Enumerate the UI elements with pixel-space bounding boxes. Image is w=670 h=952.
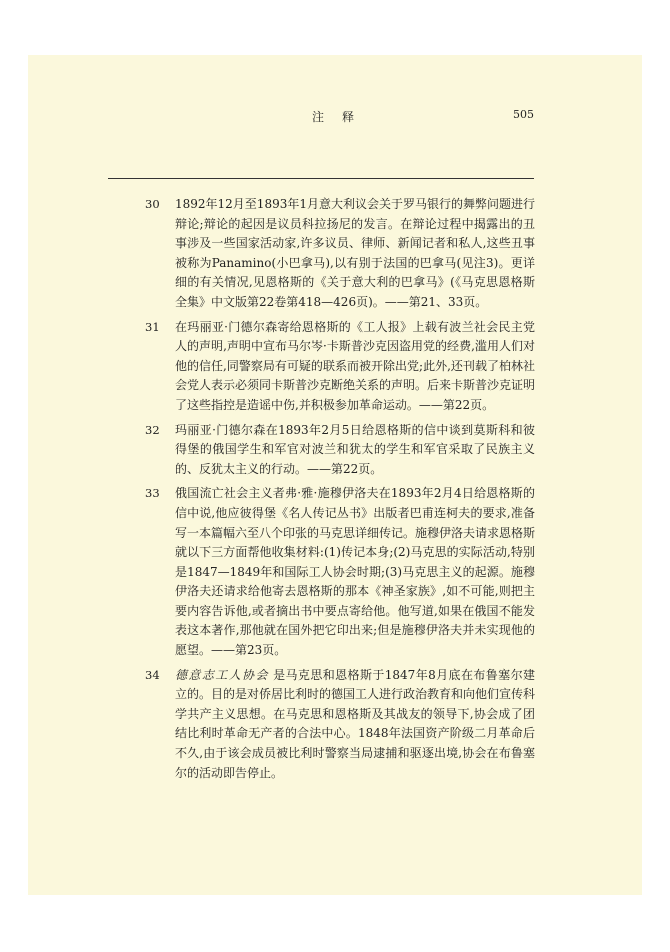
note-31 bbox=[145, 318, 535, 416]
note-number: 31 bbox=[145, 319, 160, 334]
note-text: 玛丽亚·门德尔森在1893年2月5日给恩格斯的信中谈到莫斯科和彼得堡的俄国学生和军官对波兰和犹太的学生和军官采取了民族主义的、反犹太主义的行动。——第22页。 bbox=[175, 422, 535, 476]
note-text: 1892年12月至1893年1月意大利议会关于罗马银行的舞弊问题进行辩论;辩论的起因是议员科拉扬尼的发言。在辩论过程中揭露出的丑事涉及一些国家活动家,许多议员、律师、新闻记者和私人,这些丑事被称为Panamino(小巴拿马),以有别于法国的巴拿马(见注3)。更详细的有关情况,见恩格斯的《关于意大利的巴拿马》(《马克思恩格斯全集》中文版第22卷第418—426页)。——第21、33页。 bbox=[175, 197, 535, 309]
note-number: 30 bbox=[145, 197, 160, 211]
note-text: 俄国流亡社会主义者弗·雅·施穆伊洛夫在1893年2月4日给恩格斯的信中说,他应彼得堡《名人传记丛书》出版者巴甫连柯夫的要求,准备写一本篇幅六至八个印张的马克思详细传记。施穆伊洛夫请求恩格斯就以下三方面帮他收集材料:(1)传记本身;(2)马克思的实际活动,特别是1847—1849年和国际工人协会时期;(3)马克思主义的起源。施穆伊洛夫还请求给他寄去恩格斯的那本《神圣家族》,如不可能,则把主要内容告诉他,或者摘出书中要点寄给他。他写道,如果在俄国不能发表这本著作,那他就在国外把它印出来;但是施穆伊洛夫并未实现他的愿望。——第23页。 bbox=[175, 486, 536, 658]
note-text: 在玛丽亚·门德尔森寄给恩格斯的《工人报》上载有波兰社会民主党人的声明,声明中宣布马尔岑·卡斯普沙克因盗用党的经费,滥用人们对他的信任,同警察局有可疑的联系而被开除出党;此外,还刊载了柏林社会党人表示必须同卡斯普沙克断绝关系的声明。后来卡斯普沙克证明了这些指控是造谣中伤,并积极参加革命运动。——第22页。 bbox=[175, 319, 536, 412]
header-rule bbox=[108, 178, 534, 179]
running-header bbox=[108, 108, 534, 128]
note-30 bbox=[145, 195, 535, 313]
note-text: 是马克思和恩格斯于1847年8月底在布鲁塞尔建立的。目的是对侨居比利时的德国工人进行政治教育和向他们宣传科学共产主义思想。在马克思和恩格斯及其战友的领导下,协会成了团结比利时革命无产者的合法中心。1848年法国资产阶级二月革命后不久,由于该会成员被比利时警察当局逮捕和驱逐出境,协会在布鲁塞尔的活动即告停止。 bbox=[175, 667, 536, 780]
notes-list bbox=[145, 195, 535, 788]
note-number: 32 bbox=[145, 422, 160, 437]
note-number: 34 bbox=[145, 667, 160, 682]
note-number: 33 bbox=[145, 486, 160, 501]
note-term: 德意志工人协会 bbox=[175, 667, 269, 682]
note-32 bbox=[145, 421, 535, 480]
header-title: 注释 bbox=[312, 110, 373, 124]
page-number: 505 bbox=[513, 108, 534, 121]
note-text-wrapper bbox=[175, 666, 535, 784]
note-34 bbox=[145, 666, 535, 784]
note-33 bbox=[145, 484, 535, 660]
